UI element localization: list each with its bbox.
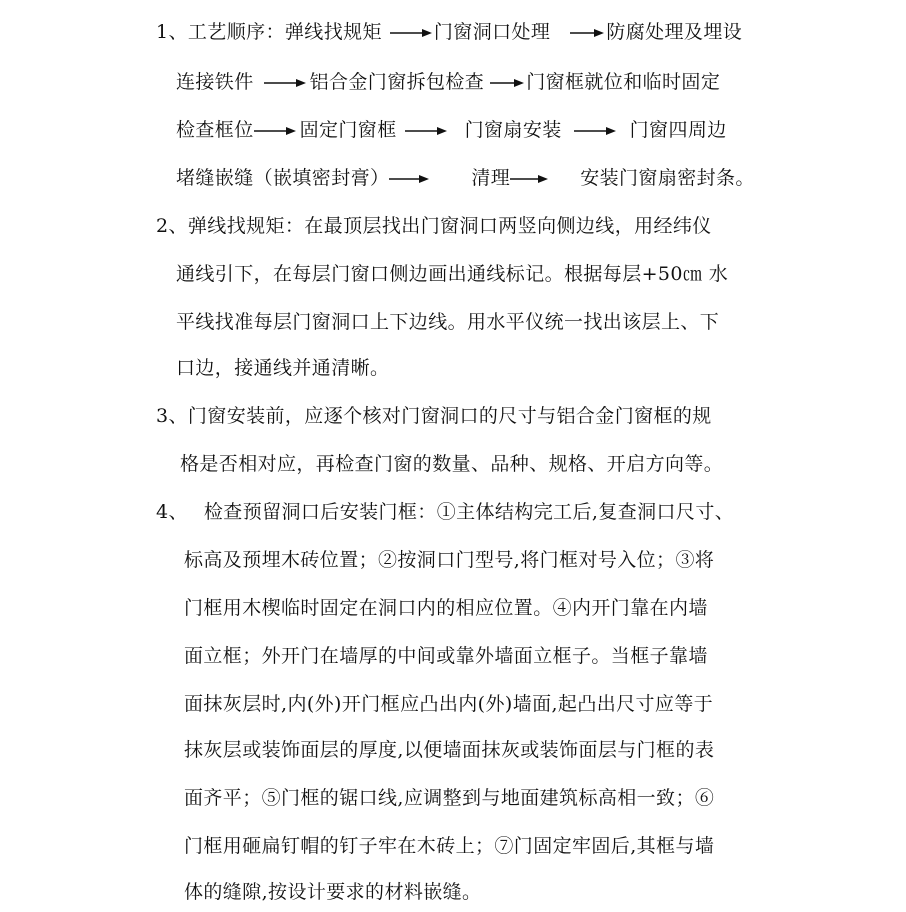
right-arrow-icon (510, 166, 580, 190)
step-text: 铝合金门窗拆包检查 (309, 71, 485, 93)
step-text: 清理 (471, 167, 511, 189)
paragraph-text: 平线找准每层门窗洞口上下边线。用水平仪统一找出该层上、下 (176, 311, 720, 333)
item-4-line-6 (184, 738, 714, 762)
step-text: 检查框位 (176, 119, 254, 141)
right-arrow-icon (254, 118, 300, 142)
paragraph-text: 通线引下，在每层门窗口侧边画出通线标记。根据每层+50㎝ 水 (176, 263, 729, 285)
step-text: 安装门窗扇密封条。 (580, 167, 755, 189)
right-arrow-icon (384, 20, 434, 44)
paragraph-text: 面抹灰层时,内(外)开门框应凸出内(外)墙面,起凸出尺寸应等于 (184, 693, 714, 715)
item-3-line-1 (156, 404, 712, 428)
item-1-line-3 (176, 118, 727, 142)
paragraph-text: 面齐平；⑤门框的锯口线,应调整到与地面建筑标高相一致；⑥ (184, 787, 715, 809)
right-arrow-icon (550, 20, 606, 44)
step-text: 门窗四周边 (629, 119, 727, 141)
item-4-line-2 (184, 548, 714, 572)
item-4-line-8 (184, 834, 714, 858)
step-text: 堵缝嵌缝（嵌填密封膏） (176, 167, 390, 189)
paragraph-text: 弹线找规矩：在最顶层找出门窗洞口两竖向侧边线，用经纬仪 (187, 215, 712, 237)
item-2-line-4 (176, 356, 389, 380)
step-text: 门窗洞口处理 (433, 21, 551, 43)
paragraph-text: 抹灰层或装饰面层的厚度,以便墙面抹灰或装饰面层与门框的表 (184, 739, 715, 761)
right-arrow-icon (389, 166, 471, 190)
right-arrow-icon (484, 70, 526, 94)
item-1-line-1 (156, 20, 742, 44)
paragraph-text: 面立框；外开门在墙厚的中间或靠外墙面立框子。当框子靠墙 (184, 645, 708, 667)
paragraph-text: 体的缝隙,按设计要求的材料嵌缝。 (184, 881, 482, 903)
paragraph-text: 门窗安装前，应逐个核对门窗洞口的尺寸与铝合金门窗框的规 (187, 405, 712, 427)
step-text: 固定门窗框 (299, 119, 397, 141)
paragraph-text: 检查预留洞口后安装门框：①主体结构完工后,复查洞口尺寸、 (203, 501, 735, 523)
paragraph-text: 门框用木楔临时固定在洞口内的相应位置。④内开门靠在内墙 (184, 597, 708, 619)
right-arrow-icon (254, 70, 310, 94)
item-number: 1、 (156, 21, 188, 43)
item-4-line-9 (184, 880, 481, 904)
step-text: 门窗框就位和临时固定 (526, 71, 721, 93)
item-4-line-5 (184, 692, 713, 716)
paragraph-text: 标高及预埋木砖位置；②按洞口门型号,将门框对号入位；③将 (184, 549, 715, 571)
item-2-line-3 (176, 310, 719, 334)
right-arrow-icon (562, 118, 630, 142)
step-text: 门窗扇安装 (464, 119, 562, 141)
item-number: 4、 (156, 501, 188, 523)
right-arrow-icon (397, 118, 465, 142)
item-3-line-2 (180, 452, 723, 476)
item-4-line-4 (184, 644, 708, 668)
step-text: 防腐处理及埋设 (606, 21, 743, 43)
step-text: 连接铁件 (176, 71, 254, 93)
item-1-line-2 (176, 70, 720, 94)
item-4-line-1 (156, 500, 734, 524)
item-1-line-4 (176, 166, 755, 190)
paragraph-text: 门框用砸扁钉帽的钉子牢在木砖上；⑦门固定牢固后,其框与墙 (184, 835, 715, 857)
item-4-line-3 (184, 596, 708, 620)
step-text: 工艺顺序：弹线找规矩 (187, 21, 382, 43)
paragraph-text: 口边，接通线并通清晰。 (176, 357, 390, 379)
item-2-line-2 (176, 262, 728, 286)
item-2-line-1 (156, 214, 712, 238)
item-number: 2、 (156, 215, 188, 237)
item-number: 3、 (156, 405, 188, 427)
paragraph-text: 格是否相对应，再检查门窗的数量、品种、规格、开启方向等。 (180, 453, 724, 475)
item-4-line-7 (184, 786, 714, 810)
